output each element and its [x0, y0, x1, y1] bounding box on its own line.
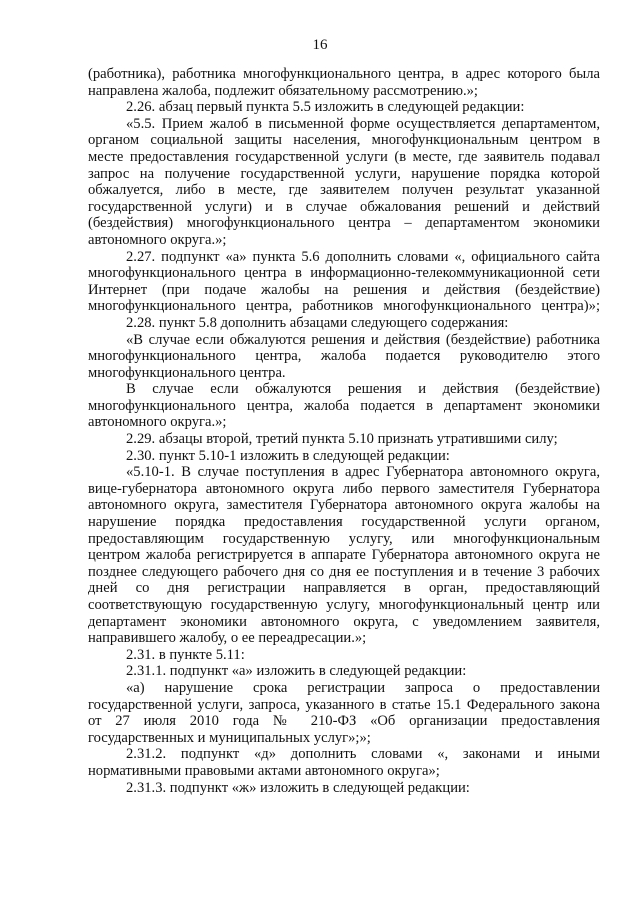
text-line: (работника), работника многофункционального центра, в адрес которого была [88, 66, 600, 82]
text-line: направившего жалобу, о ее переадресации.»; [88, 630, 367, 647]
text-line: дней со дня регистрации направляется в орган, предоставляющий [88, 580, 600, 597]
text-line: автономного округа, заместителя Губернатора автономного округа жалобы на [88, 497, 600, 514]
text-line: «а) нарушение срока регистрации запроса о предоставлении [126, 679, 600, 696]
text-line: Интернет (при подаче жалобы на решения и действия (бездействие) [88, 281, 600, 298]
text-line: «5.10-1. В случае поступления в адрес Губернатора автономного округа, [126, 464, 600, 481]
text-line: от 27 июля 2010 года № 210-ФЗ «Об организации предоставления [88, 713, 600, 730]
text-line: 2.27. подпункт «а» пункта 5.6 дополнить словами «, официального сайта [126, 248, 600, 265]
text-line: многофункционального центра, жалоба подается руководителю этого [88, 348, 600, 365]
text-line: центром жалоба регистрируется в аппарате Губернатора автономного округа не [88, 547, 600, 564]
text-line: 2.31.3. подпункт «ж» изложить в следующей редакции: [126, 779, 470, 796]
text-line: «5.5. Прием жалоб в письменной форме осуществляется департаментом, [126, 115, 600, 132]
text-line: 2.31.2. подпункт «д» дополнить словами «, законами и иными [126, 746, 600, 763]
text-line: нарушение порядка предоставления государственной услуги органом, [88, 514, 600, 531]
text-line: 2.26. абзац первый пункта 5.5 изложить в следующей редакции: [126, 99, 525, 116]
text-line: нормативными правовыми актами автономного округа»; [88, 762, 440, 779]
text-line: месте предоставления государственной услуги (в месте, где заявитель подавал [88, 148, 600, 165]
text-line: департамент экономики автономного округа, с уведомлением заявителя, [88, 613, 600, 630]
text-line: запрос на получение государственной услуги, нарушение порядка которой [88, 165, 600, 182]
document-body [88, 66, 600, 796]
text-line: вице-губернатора автономного округа либо первого заместителя Губернатора [88, 480, 600, 497]
text-line: государственных и муниципальных услуг»;»; [88, 729, 371, 746]
text-line: многофункционального центра в информационно-телекоммуникационной сети [88, 265, 600, 282]
text-line: органом социальной защиты населения, многофункциональным центром в [88, 132, 600, 149]
text-line: автономного округа.»; [88, 414, 227, 431]
text-line: многофункционального центра, жалоба подается в департамент экономики [88, 397, 600, 414]
text-line: автономного округа.»; [88, 231, 227, 248]
text-line: многофункционального центра, работников многофункционального центра)»; [88, 298, 600, 315]
text-line: позднее следующего рабочего дня со дня ее поступления и в течение 3 рабочих [88, 563, 600, 580]
text-line: государственной услуги, запроса, указанного в статье 15.1 Федерального закона [88, 696, 600, 713]
text-line: соответствующую государственную услугу, многофункциональный центр или [88, 597, 600, 613]
text-line: многофункционального центра. [88, 364, 286, 381]
page-number: 16 [312, 37, 328, 53]
text-line: государственной услуги) и в случае обжалования решений и действий [88, 198, 600, 215]
text-line: 2.30. пункт 5.10-1 изложить в следующей редакции: [126, 447, 450, 464]
text-line: (бездействия) многофункционального центра – департаментом экономики [88, 215, 600, 232]
text-line: «В случае если обжалуются решения и действия (бездействие) работника [126, 331, 600, 348]
text-line: обжалуется, либо в месте, где заявителем получен результат указанной [88, 182, 600, 199]
text-line: 2.28. пункт 5.8 дополнить абзацами следующего содержания: [126, 314, 509, 331]
text-line: направлена жалоба, подлежит обязательному рассмотрению.»; [88, 82, 478, 99]
text-line: предоставляющим государственную услугу, или многофункциональным [88, 530, 600, 547]
text-line: В случае если обжалуются решения и действия (бездействие) [126, 381, 600, 398]
text-line: 2.29. абзацы второй, третий пункта 5.10 признать утратившими силу; [126, 431, 558, 448]
text-line: 2.31. в пункте 5.11: [126, 646, 245, 663]
text-line: 2.31.1. подпункт «а» изложить в следующей редакции: [126, 663, 467, 680]
